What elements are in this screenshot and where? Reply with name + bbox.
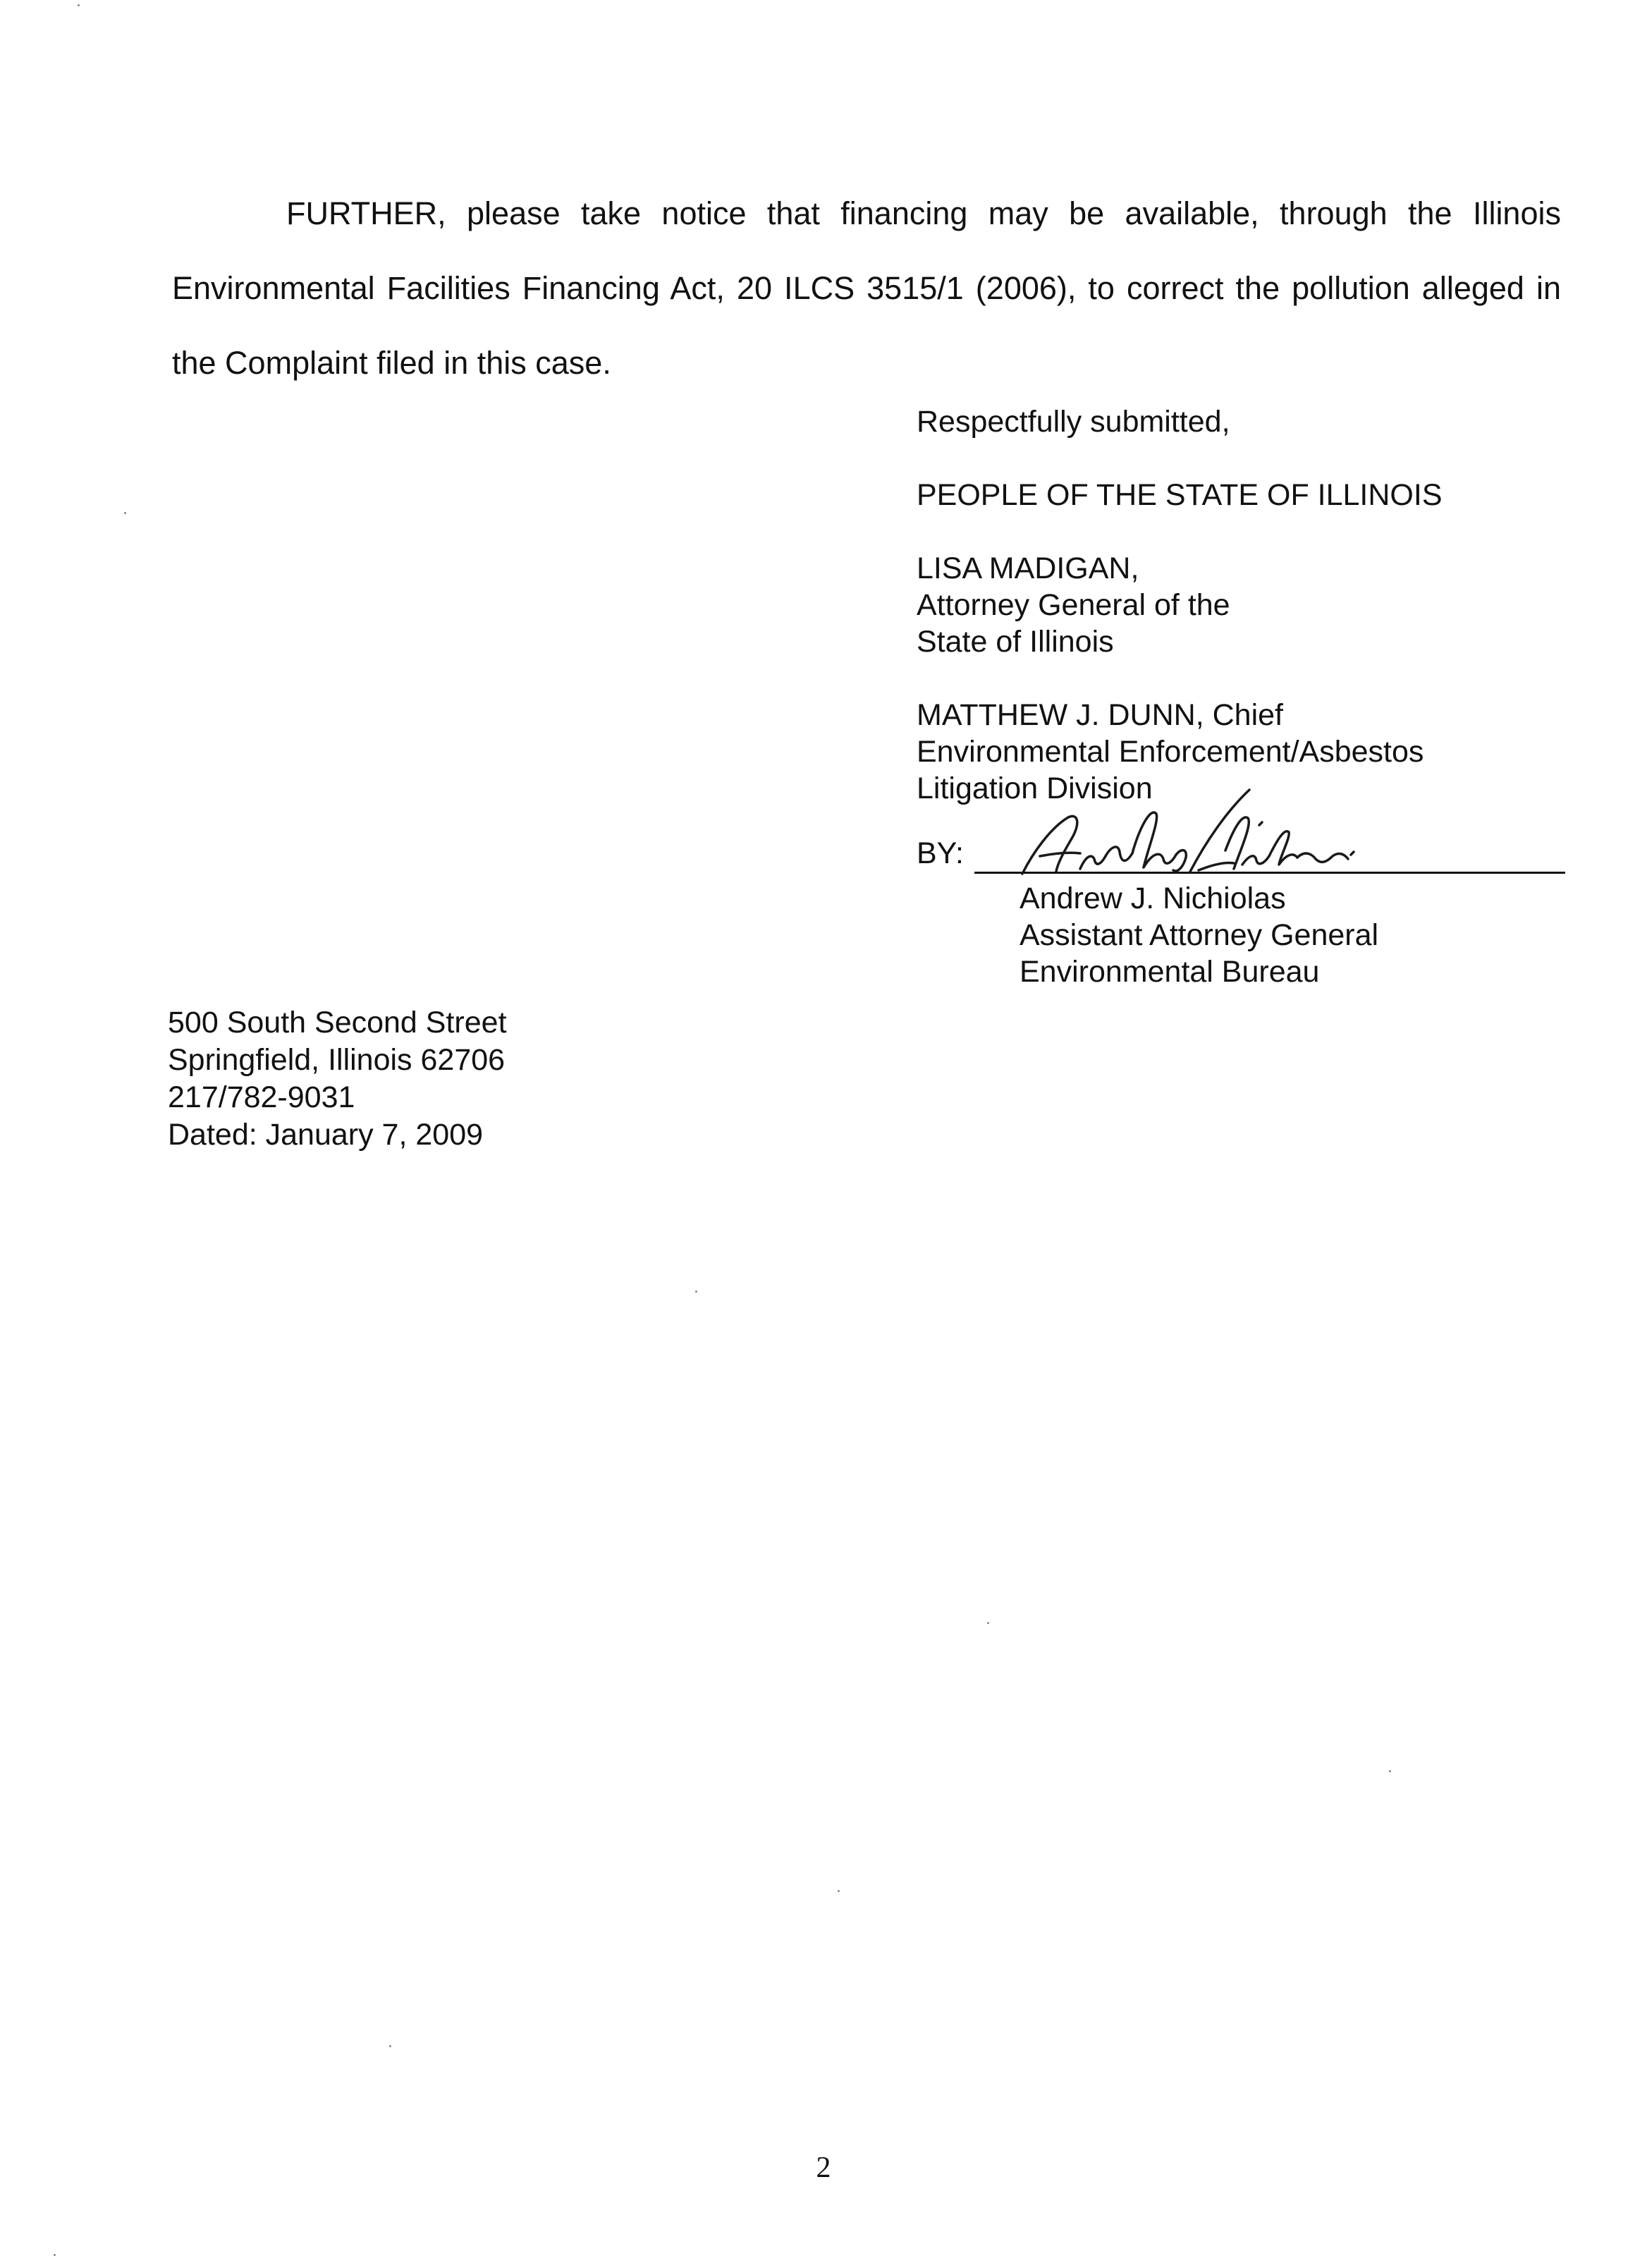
- date-line: Dated: January 7, 2009: [168, 1118, 484, 1152]
- division-title-line-1: Environmental Enforcement/Asbestos: [917, 735, 1424, 769]
- division-title-line-2: Litigation Division: [917, 772, 1153, 805]
- signer-block: [1020, 880, 1551, 990]
- scan-speck: [695, 1291, 697, 1293]
- closing-text: Respectfully submitted,: [917, 405, 1230, 439]
- division-chief-name: MATTHEW J. DUNN, Chief: [917, 698, 1283, 732]
- party-name: PEOPLE OF THE STATE OF ILLINOIS: [917, 478, 1443, 512]
- page-number: 2: [816, 2152, 831, 2184]
- scan-speck: [389, 2045, 391, 2047]
- signer-title: Assistant Attorney General: [1020, 918, 1379, 952]
- signature-line-row: [917, 828, 1551, 879]
- scan-speck: [124, 512, 126, 514]
- signer-name: Andrew J. Nichiolas: [1020, 882, 1286, 915]
- attorney-general-title-line-1: Attorney General of the: [917, 588, 1230, 622]
- scan-speck: [987, 1622, 989, 1624]
- scan-speck: [1389, 1770, 1391, 1772]
- notice-paragraph: FURTHER, please take notice that financing may be available, through the Illinois Environmental Facilities Financing Act, 20 ILCS 3515/1 (2006), to correct the pollution alleged in the Complaint filed in this case.: [172, 195, 1561, 381]
- address-city: Springfield, Illinois 62706: [168, 1043, 506, 1077]
- signature-block: [917, 403, 1551, 990]
- attorney-general-title-line-2: State of Illinois: [917, 625, 1114, 659]
- signer-bureau: Environmental Bureau: [1020, 955, 1320, 989]
- attorney-general-name: LISA MADIGAN,: [917, 551, 1139, 585]
- by-label: BY:: [917, 836, 964, 870]
- address-phone: 217/782-9031: [168, 1080, 355, 1114]
- attorney-general-block: [917, 550, 1551, 660]
- address-street: 500 South Second Street: [168, 1006, 507, 1040]
- scan-speck: [54, 2254, 56, 2256]
- address-block: [168, 1004, 507, 1154]
- scan-speck: [78, 4, 80, 6]
- handwritten-signature: [1001, 786, 1396, 891]
- scan-speck: [838, 1890, 840, 1892]
